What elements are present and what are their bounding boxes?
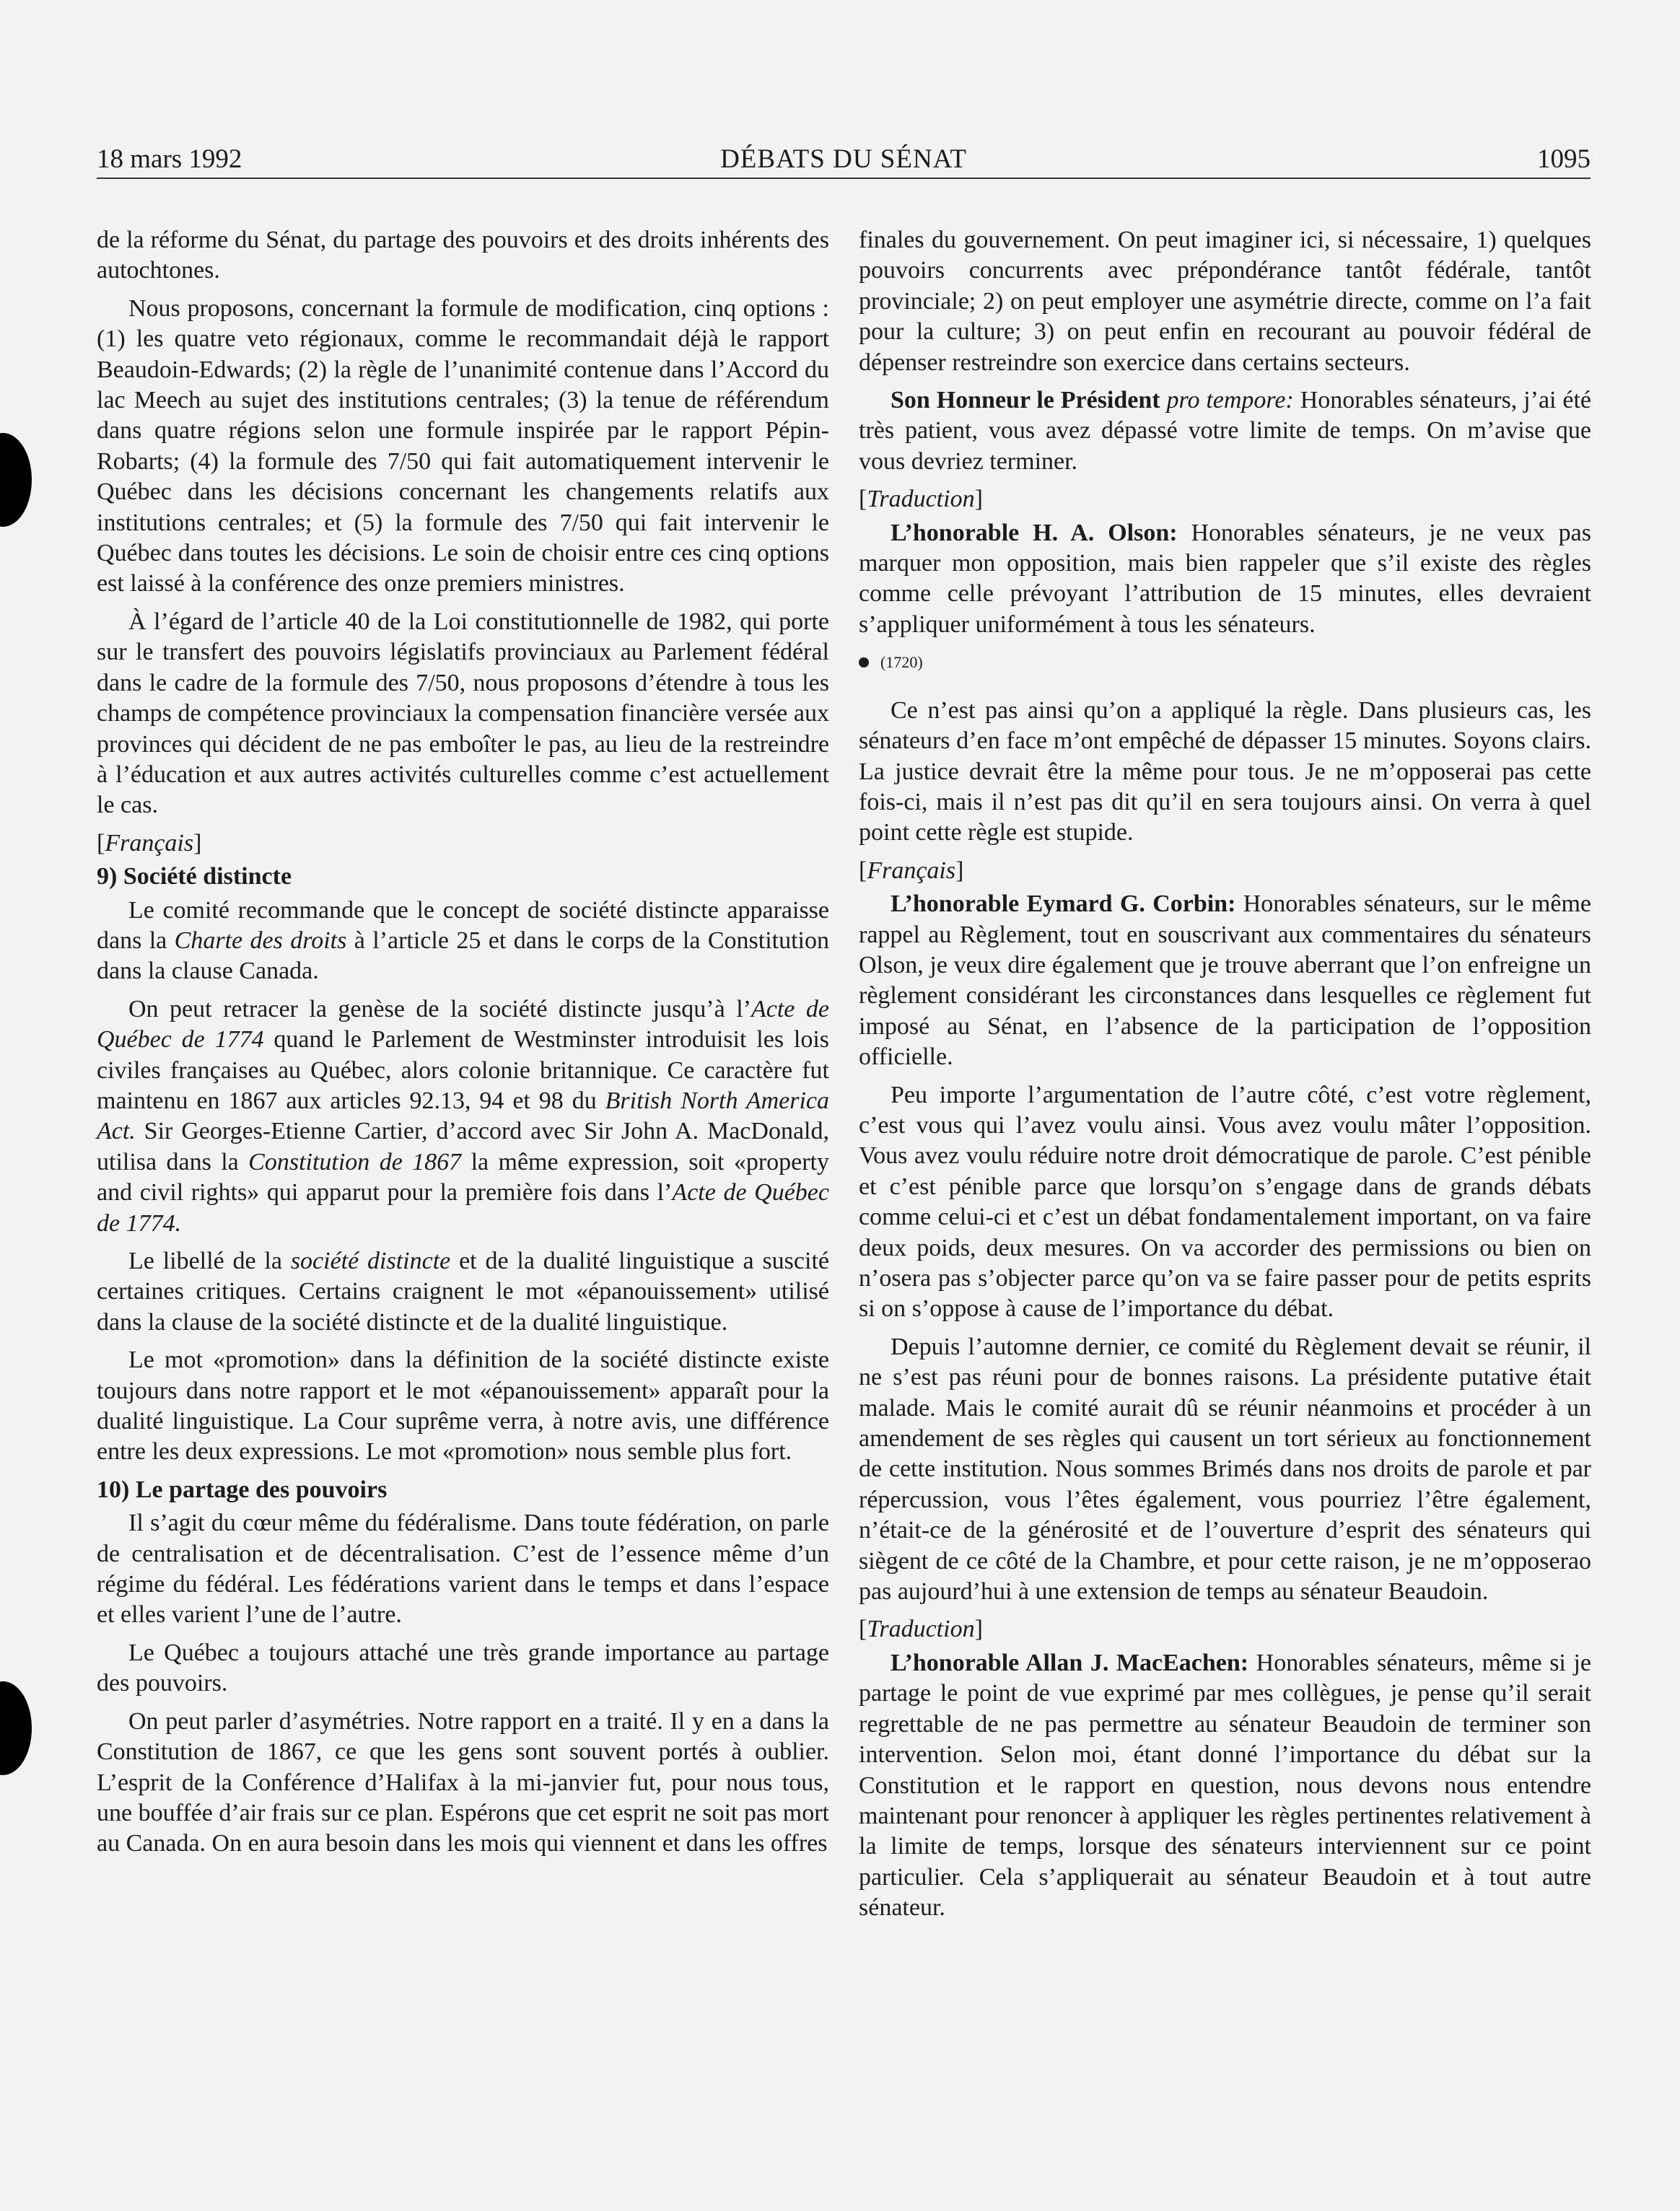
binder-hole-bottom — [0, 1681, 32, 1775]
left-column — [97, 225, 829, 1867]
right-column — [859, 225, 1591, 1931]
timecode: (1720) — [859, 647, 1591, 678]
binder-hole-top — [0, 433, 32, 527]
language-tag: [Français] — [859, 857, 964, 884]
speech-paragraph: L’honorable Allan J. MacEachen: Honorables sénateurs, même si je partage le point de vue exprimé par mes collègues, je pense qu’il serait regrettable de ne pas permettre au sénateur Beaudoin de terminer son intervention. Selon moi, étant donné l’importance du débat sur la Constitution et le rapport en question, nous devons nous entendre maintenant pour renoncer à appliquer les règles pertinentes relativement à la limite de temps, lorsque des sénateurs interviennent sur ce point particulier. Cela s’appliquerait au sénateur Beaudoin et à tout autre sénateur. — [859, 1649, 1591, 1922]
paragraph: Peu importe l’argumentation de l’autre côté, c’est votre règlement, c’est vous qui l’avez voulu ainsi. Vous avez voulu mâter l’opposition. Vous avez voulu réduire notre droit démocratique de parole. C’est pénible et c’est pénible parce que lorsqu’on s’engage dans de grands débats comme celui-ci et c’est un débat fondamentalement important, on va faire deux poids, deux mesures. On va accorder des permissions ou bien on n’osera pas s’objecter parce qu’on va se faire passer pour de petits esprits si on s’oppose à cause de l’importance du débat. — [859, 1081, 1591, 1323]
page-header — [97, 141, 1591, 179]
paragraph: Le libellé de la société distincte et de la dualité linguistique a suscité certaines critiques. Certains craignent le mot «épanouissement» utilisé dans la clause de la société distincte et de la dualité linguistique. — [97, 1248, 829, 1336]
paragraph: Il s’agit du cœur même du fédéralisme. Dans toute fédération, on parle de centralisation et de décentralisation. C’est de l’essence même d’un régime du fédéral. Les fédérations varient dans le temps et dans l’espace et elles varient l’une de l’autre. — [97, 1510, 829, 1629]
paragraph: Nous proposons, concernant la formule de modification, cinq options : (1) les quatre veto régionaux, comme le recommandait déjà le rapport Beaudoin-Edwards; (2) la règle de l’unanimité contenue dans l’Accord du lac Meech au sujet des institutions centrales; (3) la tenue de référendum dans quatre régions selon une formule inspirée par le rapport Pépin-Robarts; (4) la formule des 7/50 qui fait automatiquement intervenir le Québec dans les décisions concernant les changements relatifs aux institutions centrales; et (5) la formule des 7/50 qui fait intervenir le Québec dans toutes les décisions. Le soin de choisir entre ces cinq options est laissé à la conférence des onze premiers ministres. — [97, 294, 829, 597]
paragraph: de la réforme du Sénat, du partage des pouvoirs et des droits inhérents des autochtones. — [97, 227, 829, 284]
paragraph: Le Québec a toujours attaché une très grande importance au partage des pouvoirs. — [97, 1639, 829, 1697]
language-tag: [Traduction] — [859, 1616, 983, 1643]
paragraph: On peut retracer la genèse de la société distincte jusqu’à l’Acte de Québec de 1774 quand le Parlement de Westminster introduisit les lois civiles françaises au Québec, alors colonie britannique. Ce caractère fut maintenu en 1867 aux articles 92.13, 94 et 98 du British North America Act. Sir Georges-Etienne Cartier, d’accord avec Sir John A. MacDonald, utilisa dans la Constitution de 1867 la même expression, soit «property and civil rights» qui apparut pour la première fois dans l’Acte de Québec de 1774. — [97, 995, 830, 1237]
section-heading: 10) Le partage des pouvoirs — [97, 1476, 388, 1503]
language-tag: [Français] — [97, 829, 202, 857]
speaker-name: Son Honneur le Président — [891, 387, 1160, 414]
paragraph: Le comité recommande que le concept de société distincte apparaisse dans la Charte des droits à l’article 25 et dans le corps de la Constitution dans la clause Canada. — [97, 896, 829, 985]
paragraph: Depuis l’automne dernier, ce comité du Règlement devait se réunir, il ne s’est pas réuni pour de bonnes raisons. La présidente putative était malade. Mais le comité aurait dû se réunir néanmoins et procéder à un amendement de ses règles qui causent un tort sérieux au fonctionnement de cette institution. Nous sommes Brimés dans nos droits de parole et par répercussion, vous l’êtes également, vous pourriez l’être également, n’était-ce de la générosité et de l’ouverture d’esprit des sénateurs qui siègent de ce côté de la Chambre, et pour cette raison, je ne m’opposerao pas aujourd’hui à une extension de temps au sénateur Beaudoin. — [859, 1333, 1591, 1606]
speech-paragraph: Son Honneur le Président pro tempore: Honorables sénateurs, j’ai été très patient, vous avez dépassé votre limite de temps. On m’avise que vous devriez terminer. — [859, 387, 1591, 475]
paragraph: Ce n’est pas ainsi qu’on a appliqué la règle. Dans plusieurs cas, les sénateurs d’en face m’ont empêché de dépasser 15 minutes. Soyons clairs. La justice devrait être la même pour tous. Je ne m’opposerai pas cette fois-ci, mais il n’est pas dit qu’il en sera toujours ainsi. On verra à quel point cette règle est stupide. — [859, 696, 1591, 846]
speech-paragraph: L’honorable Eymard G. Corbin: Honorables sénateurs, sur le même rappel au Règlement, tout en souscrivant aux commentaires du sénateurs Olson, je veux dire également que je trouve aberrant que l’on enfreigne un règlement considérant les circonstances dans lesquelles ce règlement fut imposé au Sénat, en l’absence de la participation de l’opposition officielle. — [859, 890, 1591, 1071]
paragraph: On peut parler d’asymétries. Notre rapport en a traité. Il y en a dans la Constitution de 1867, ce que les gens sont souvent portés à oublier. L’esprit de la Conférence d’Halifax à la mi-janvier fut, pour nous tous, une bouffée d’air frais sur ce plan. Espérons que cet esprit ne soit pas mort au Canada. On en aura besoin dans les mois qui viennent et dans les offres — [97, 1707, 829, 1857]
speech-paragraph: L’honorable H. A. Olson: Honorables sénateurs, je ne veux pas marquer mon opposition, mais bien rappeler que s’il existe des règles comme celle prévoyant l’attribution de 15 minutes, elles devraient s’appliquer uniformément à tous les sénateurs. — [859, 519, 1592, 638]
header-title: DÉBATS DU SÉNAT — [720, 144, 967, 174]
language-tag: [Traduction] — [859, 486, 983, 513]
header-page-number: 1095 — [1537, 144, 1591, 174]
paragraph: À l’égard de l’article 40 de la Loi constitutionnelle de 1982, qui porte sur le transfert des pouvoirs législatifs provinciaux au Parlement fédéral dans le cadre de la formule des 7/50, nous proposons d’étendre à tous les champs de compétence provinciaux la compensation financière versée aux provinces qui décident de ne pas emboîter le pas, au lieu de la restreindre à l’éducation et aux autres activités culturelles comme c’est actuellement le cas. — [97, 608, 829, 819]
speaker-name: L’honorable Eymard G. Corbin: — [891, 890, 1236, 918]
paragraph: Le mot «promotion» dans la définition de la société distincte existe toujours dans notre rapport et le mot «épanouissement» apparaît pour la dualité linguistique. La Cour suprême verra, à notre avis, une différence entre les deux expressions. Le mot «promotion» nous semble plus fort. — [97, 1347, 829, 1466]
header-date: 18 mars 1992 — [97, 144, 242, 174]
section-heading: 9) Société distincte — [97, 863, 292, 890]
bullet-icon — [859, 657, 869, 667]
speaker-name: L’honorable Allan J. MacEachen: — [891, 1649, 1249, 1676]
paragraph: finales du gouvernement. On peut imaginer ici, si nécessaire, 1) quelques pouvoirs concurrents avec prépondérance tantôt fédérale, tantôt provinciale; 2) on peut employer une asymétrie directe, comme on l’a fait pour la culture; 3) on peut enfin en recourant au pouvoir fédéral de dépenser restreindre son exercice dans certains secteurs. — [859, 227, 1591, 376]
speaker-name: L’honorable H. A. Olson: — [891, 519, 1178, 546]
